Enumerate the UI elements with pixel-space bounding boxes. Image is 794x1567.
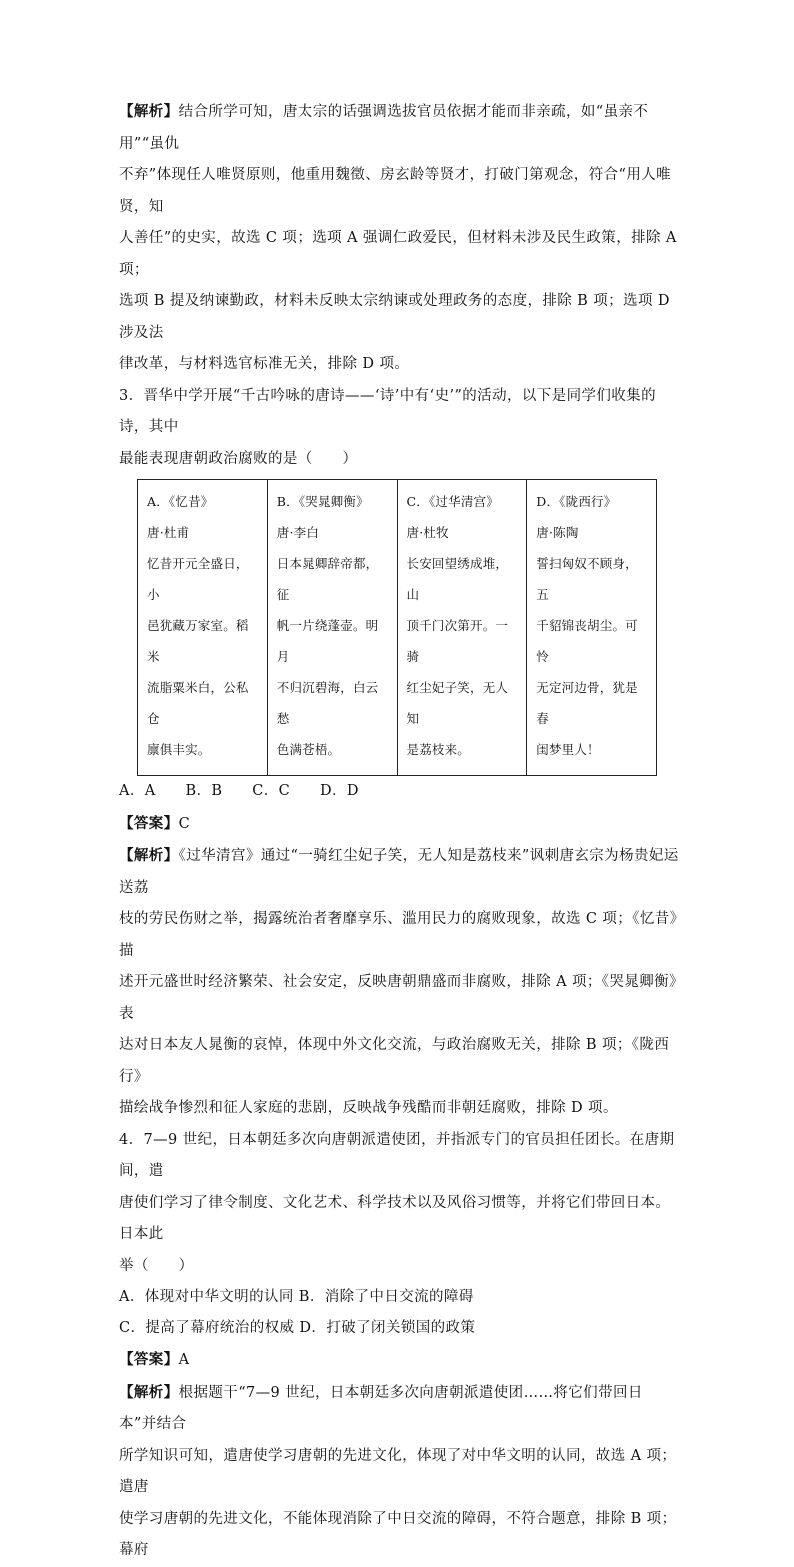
poem-line: 长安回望绣成堆，山 bbox=[406, 556, 509, 602]
poem-cell-a bbox=[138, 480, 268, 776]
poem-cell-d bbox=[527, 480, 657, 776]
poem-line: 无定河边骨，犹是春 bbox=[536, 680, 638, 726]
answer-value: A bbox=[178, 1352, 190, 1368]
poem-line: 红尘妃子笑，无人知 bbox=[406, 680, 509, 726]
poem-line: 邑犹藏万家室。稻米 bbox=[147, 618, 249, 664]
analysis-line: 达对日本友人晁衡的哀悼，体现中外文化交流，与政治腐败无关，排除 B 项；《陇西行》 bbox=[119, 1037, 670, 1085]
poem-author: 唐·杜牧 bbox=[406, 525, 449, 540]
options-line: A．A B．B C．C D．D bbox=[119, 783, 359, 799]
question-stem-line: 3．晋华中学开展“千古吟咏的唐诗——‘诗’中有‘史’”的活动，以下是同学们收集的诗，其中 bbox=[119, 387, 656, 435]
analysis-line: 律改革，与材料选官标准无关，排除 D 项。 bbox=[119, 356, 410, 372]
analysis-line: 【解析】结合所学可知，唐太宗的话强调选拔官员依据才能而非亲疏，如“虽亲不用”“虽仇 bbox=[119, 103, 649, 152]
option-line: A．体现对中华文明的认同 B．消除了中日交流的障碍 bbox=[119, 1289, 474, 1305]
answer-tag: 【答案】 bbox=[119, 1351, 179, 1368]
poem-line: 流脂粟米白，公私仓 bbox=[147, 680, 249, 726]
poem-title: B．《哭晁卿衡》 bbox=[276, 494, 369, 509]
analysis-line: 述开元盛世时经济繁荣、社会安定，反映唐朝鼎盛而非腐败，排除 A 项；《哭晁卿衡》表 bbox=[119, 974, 677, 1022]
analysis-line: 枝的劳民伤财之举，揭露统治者奢靡享乐、滥用民力的腐败现象，故选 C 项；《忆昔》描 bbox=[119, 911, 678, 959]
analysis-line: 选项 B 提及纳谏勤政，材料未反映太宗纳谏或处理政务的态度，排除 B 项；选项 D 涉及法 bbox=[119, 293, 670, 341]
poem-cell-c bbox=[397, 480, 527, 776]
poem-line: 闺梦里人！ bbox=[536, 742, 600, 757]
question-3 bbox=[119, 381, 679, 1125]
answer-line bbox=[119, 808, 679, 841]
question-stem-line: 唐使们学习了律令制度、文化艺术、科学技术以及风俗习惯等，并将它们带回日本。日本此 bbox=[119, 1194, 671, 1242]
poem-line: 廪俱丰实。 bbox=[147, 742, 211, 757]
document-page bbox=[119, 96, 679, 1567]
answer-line bbox=[119, 1344, 679, 1377]
option-line: C．提高了幕府统治的权威 D．打破了闭关锁国的政策 bbox=[119, 1320, 476, 1336]
analysis-line: 所学知识可知，遣唐使学习唐朝的先进文化，体现了对中华文明的认同，故选 A 项；遣唐 bbox=[119, 1447, 677, 1495]
question-stem-line: 最能表现唐朝政治腐败的是（ ） bbox=[119, 450, 358, 467]
poem-title: A．《忆昔》 bbox=[147, 494, 214, 509]
question-stem-line: 4．7—9 世纪，日本朝廷多次向唐朝派遣使团，并指派专门的官员担任团长。在唐期间，遣 bbox=[119, 1131, 675, 1179]
poem-title: D．《陇西行》 bbox=[536, 494, 617, 509]
poem-author: 唐·李白 bbox=[276, 525, 320, 540]
analysis-line: 使学习唐朝的先进文化，不能体现消除了中日交流的障碍，不符合题意，排除 B 项；幕府 bbox=[119, 1510, 677, 1558]
poem-line: 色满苍梧。 bbox=[276, 742, 341, 757]
poem-title: C．《过华清宫》 bbox=[406, 494, 499, 509]
analysis-tag: 【解析】 bbox=[119, 1383, 179, 1401]
poem-line: 帆一片绕蓬壶。明月 bbox=[276, 618, 379, 664]
poem-author: 唐·杜甫 bbox=[147, 525, 190, 540]
analysis-line: 不弃”体现任人唯贤原则，他重用魏徵、房玄龄等贤才，打破门第观念，符合“用人唯贤，知 bbox=[119, 167, 672, 215]
question-stem-line: 举（ ） bbox=[119, 1257, 194, 1274]
poem-line: 日本晁卿辞帝都，征 bbox=[276, 556, 379, 602]
poem-line: 顶千门次第开。一骑 bbox=[406, 618, 509, 664]
poem-line: 是荔枝来。 bbox=[406, 742, 471, 757]
analysis-line: 描绘战争惨烈和征人家庭的悲剧，反映战争残酷而非朝廷腐败，排除 D 项。 bbox=[119, 1100, 618, 1116]
poem-author: 唐·陈陶 bbox=[536, 525, 579, 540]
question-4 bbox=[119, 1125, 679, 1567]
answer-tag: 【答案】 bbox=[119, 814, 179, 832]
poem-table bbox=[137, 479, 657, 776]
poem-line: 千貂锦丧胡尘。可怜 bbox=[536, 618, 638, 664]
analysis-line: 人善任”的史实，故选 C 项；选项 A 强调仁政爱民，但材料未涉及民生政策，排除 A 项； bbox=[119, 230, 677, 278]
poem-cell-b bbox=[267, 480, 397, 776]
analysis-tag: 【解析】 bbox=[119, 847, 179, 864]
analysis-line: 【解析】根据题干“7—9 世纪，日本朝廷多次向唐朝派遣使团……将它们带回日本”并结合 bbox=[119, 1383, 643, 1432]
options bbox=[119, 1282, 679, 1344]
q2-analysis bbox=[119, 96, 679, 381]
poem-line: 不归沉碧海，白云愁 bbox=[276, 680, 379, 726]
answer-value: C bbox=[178, 815, 191, 832]
analysis-tag: 【解析】 bbox=[119, 103, 179, 120]
analysis-line: 【解析】《过华清宫》通过“一骑红尘妃子笑，无人知是荔枝来”讽刺唐玄宗为杨贵妃运送荔 bbox=[119, 847, 679, 896]
poem-line: 誓扫匈奴不顾身，五 bbox=[536, 556, 638, 602]
poem-line: 忆昔开元全盛日，小 bbox=[147, 556, 249, 602]
